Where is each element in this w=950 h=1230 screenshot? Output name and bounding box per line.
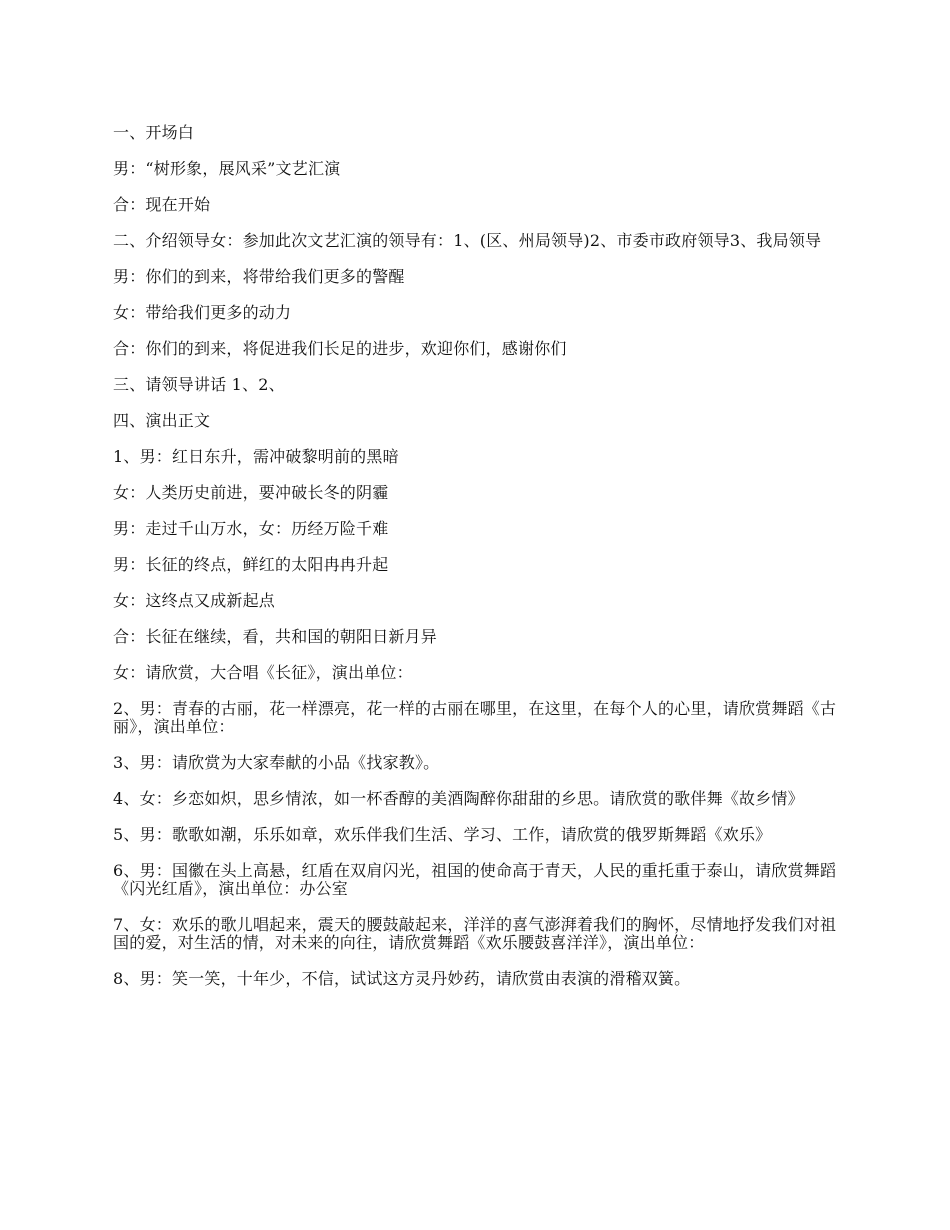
paragraph-female-motivation: 女：带给我们更多的动力 <box>113 303 292 322</box>
paragraph-item-1-female: 女：人类历史前进，要冲破长冬的阴霾 <box>113 483 389 502</box>
paragraph-item-1-male-endpoint: 男：长征的终点，鲜红的太阳冉冉升起 <box>113 555 389 574</box>
paragraph-chorus-welcome: 合：你们的到来，将促进我们长足的进步，欢迎你们，感谢你们 <box>113 339 567 358</box>
paragraph-male-title: 男：“树形象，展风采”文艺汇演 <box>113 159 341 178</box>
paragraph-item-7: 7、女：欢乐的歌儿唱起来，震天的腰鼓敲起来，洋洋的喜气澎湃着我们的胸怀，尽情地抒发我们对祖国的爱，对生活的情，对未来的向往，请欣赏舞蹈《欢乐腰鼓喜洋洋》，演出单位： <box>113 915 837 952</box>
paragraph-chorus-start: 合：现在开始 <box>113 195 211 214</box>
paragraph-item-1-male-female: 男：走过千山万水，女：历经万险千难 <box>113 519 389 538</box>
paragraph-item-1-male: 1、男：红日东升，需冲破黎明前的黑暗 <box>113 447 399 466</box>
paragraph-male-arrival: 男：你们的到来，将带给我们更多的警醒 <box>113 267 405 286</box>
paragraph-item-4: 4、女：乡恋如炽，思乡情浓，如一杯香醇的美酒陶醉你甜甜的乡思。请欣赏的歌伴舞《故乡情》 <box>113 789 804 808</box>
paragraph-introduce-leaders: 二、介绍领导女：参加此次文艺汇演的领导有：1、(区、州局领导)2、市委市政府领导3、我局领导 <box>113 231 822 250</box>
paragraph-opening-heading: 一、开场白 <box>113 123 195 142</box>
paragraph-leader-speech: 三、请领导讲话 1、2、 <box>113 375 285 394</box>
paragraph-item-1-announce: 女：请欣赏，大合唱《长征》，演出单位： <box>113 663 413 682</box>
paragraph-item-2: 2、男：青春的古丽，花一样漂亮，花一样的古丽在哪里，在这里，在每个人的心里，请欣赏舞蹈《古丽》，演出单位： <box>113 699 837 736</box>
paragraph-item-1-chorus: 合：长征在继续，看，共和国的朝阳日新月异 <box>113 627 438 646</box>
paragraph-item-3: 3、男：请欣赏为大家奉献的小品《找家教》。 <box>113 753 440 772</box>
paragraph-item-8: 8、男：笑一笑，十年少，不信，试试这方灵丹妙药，请欣赏由表演的滑稽双簧。 <box>113 969 691 988</box>
paragraph-item-1-female-newstart: 女：这终点又成新起点 <box>113 591 276 610</box>
paragraph-item-6: 6、男：国徽在头上高悬，红盾在双肩闪光，祖国的使命高于青天，人民的重托重于泰山，请欣赏舞蹈《闪光红盾》，演出单位：办公室 <box>113 861 837 898</box>
paragraph-performance-heading: 四、演出正文 <box>113 411 211 430</box>
paragraph-item-5: 5、男：歌歌如潮，乐乐如章，欢乐伴我们生活、学习、工作，请欣赏的俄罗斯舞蹈《欢乐》 <box>113 825 772 844</box>
